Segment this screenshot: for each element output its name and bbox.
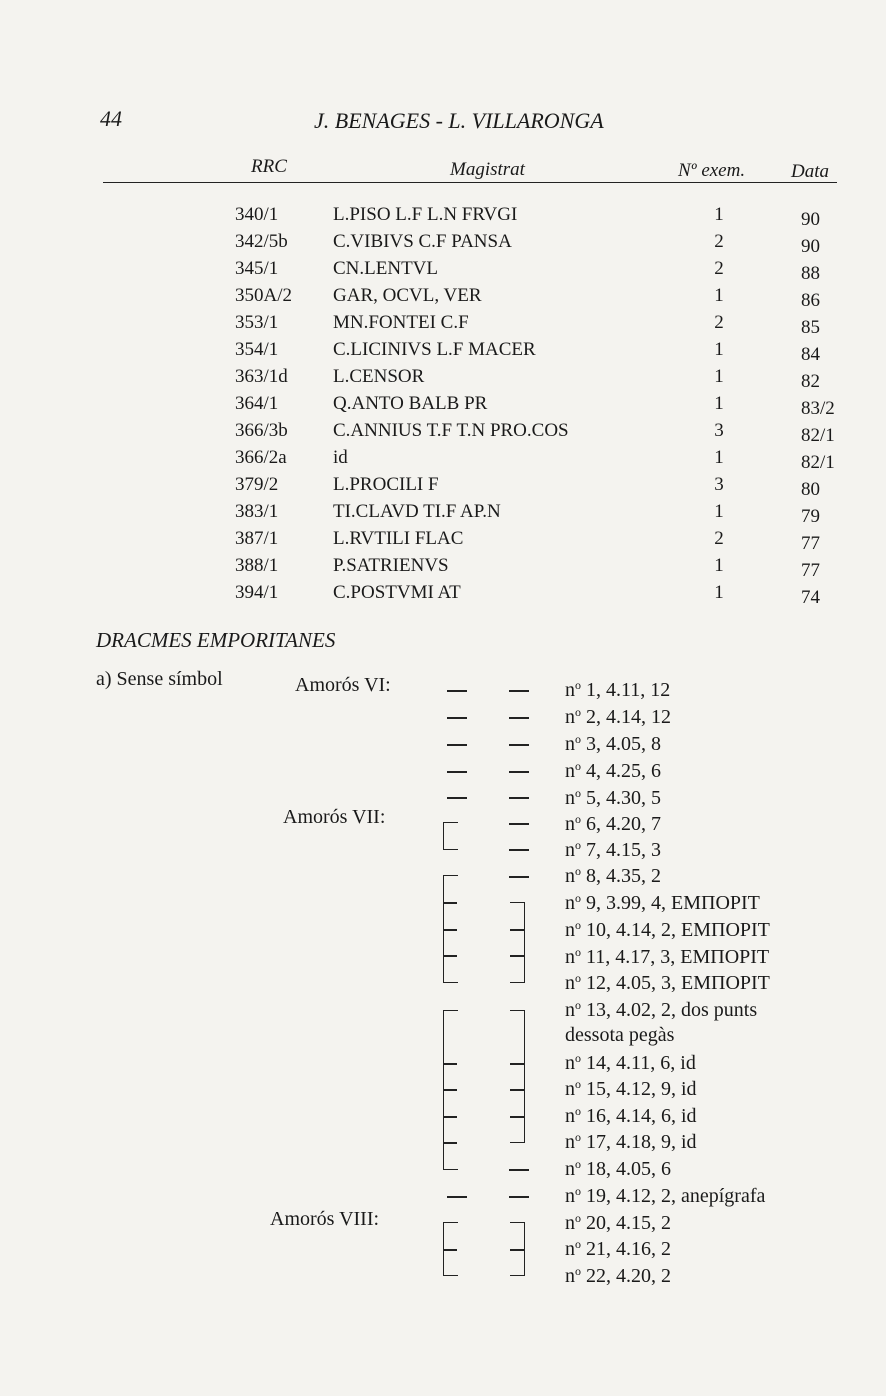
tick-mark bbox=[443, 1116, 457, 1118]
tick-mark bbox=[443, 929, 457, 931]
table-row bbox=[0, 258, 886, 285]
entry-text: 22, 4.20, 2 bbox=[581, 1265, 671, 1287]
entry-prefix: n bbox=[565, 1052, 575, 1074]
entry-text: 1, 4.11, 12 bbox=[581, 679, 671, 701]
entry-prefix: n bbox=[565, 839, 575, 861]
cell-data: 85 bbox=[801, 317, 820, 338]
entry-text: 13, 4.02, 2, dos punts bbox=[581, 999, 758, 1021]
table-row bbox=[0, 447, 886, 474]
entry-sup: o bbox=[575, 1264, 581, 1278]
cell-num: 3 bbox=[714, 474, 724, 495]
table-row bbox=[0, 501, 886, 528]
entry-sup: o bbox=[575, 1051, 581, 1065]
list-item bbox=[565, 759, 661, 785]
entry-prefix: n bbox=[565, 1185, 575, 1207]
list-item bbox=[565, 998, 757, 1024]
tick-mark bbox=[443, 902, 457, 904]
entry-prefix: n bbox=[565, 760, 575, 782]
group-label-amoros-vi: Amorós VI: bbox=[295, 674, 391, 696]
cell-rrc: 387/1 bbox=[235, 528, 279, 549]
list-item bbox=[565, 1184, 765, 1210]
entry-sup: o bbox=[575, 705, 581, 719]
entry-text: 11, 4.17, 3, ΕΜΠΟΡΙΤ bbox=[581, 946, 770, 968]
cell-magistrat: P.SATRIENVS bbox=[333, 555, 449, 576]
entry-text: 20, 4.15, 2 bbox=[581, 1212, 671, 1234]
cell-rrc: 353/1 bbox=[235, 312, 279, 333]
tick-mark bbox=[510, 955, 524, 957]
entry-text: 21, 4.16, 2 bbox=[581, 1238, 671, 1260]
list-item bbox=[565, 1051, 696, 1077]
entry-sup: o bbox=[575, 812, 581, 826]
bracket-mark bbox=[510, 902, 525, 983]
cell-num: 1 bbox=[714, 285, 724, 306]
entry-sup: o bbox=[575, 891, 581, 905]
entry-sup: o bbox=[575, 971, 581, 985]
cell-rrc: 366/3b bbox=[235, 420, 288, 441]
page-header-title: J. BENAGES - L. VILLARONGA bbox=[314, 108, 604, 133]
cell-magistrat: id bbox=[333, 447, 348, 468]
cell-rrc: 379/2 bbox=[235, 474, 279, 495]
cell-rrc: 364/1 bbox=[235, 393, 279, 414]
tick-mark bbox=[443, 955, 457, 957]
entry-prefix: n bbox=[565, 865, 575, 887]
entry-prefix: n bbox=[565, 1131, 575, 1153]
entry-sup: o bbox=[575, 918, 581, 932]
cell-data: 83/2 bbox=[801, 398, 835, 419]
cell-num: 1 bbox=[714, 204, 724, 225]
entry-sup: o bbox=[575, 732, 581, 746]
cell-data: 84 bbox=[801, 344, 820, 365]
tick-mark bbox=[510, 929, 524, 931]
cell-rrc: 350A/2 bbox=[235, 285, 292, 306]
cell-data: 77 bbox=[801, 533, 820, 554]
entry-sup: o bbox=[575, 1237, 581, 1251]
entry-sup: o bbox=[575, 678, 581, 692]
cell-rrc: 363/1d bbox=[235, 366, 288, 387]
cell-data: 77 bbox=[801, 560, 820, 581]
cell-rrc: 340/1 bbox=[235, 204, 279, 225]
cell-data: 74 bbox=[801, 587, 820, 608]
entry-sup: o bbox=[575, 759, 581, 773]
table-row bbox=[0, 393, 886, 420]
tick-mark bbox=[443, 1249, 457, 1251]
dash-mark bbox=[509, 1169, 529, 1171]
entry-sup: o bbox=[575, 1077, 581, 1091]
list-item bbox=[565, 945, 769, 971]
entry-sup: o bbox=[575, 1104, 581, 1118]
group-label-amoros-viii: Amorós VIII: bbox=[270, 1208, 380, 1230]
entry-sup: o bbox=[575, 838, 581, 852]
table-row bbox=[0, 528, 886, 555]
cell-data: 90 bbox=[801, 236, 820, 257]
list-item bbox=[565, 786, 661, 812]
table-row bbox=[0, 285, 886, 312]
entry-text: 15, 4.12, 9, id bbox=[581, 1078, 697, 1100]
entry-text: 12, 4.05, 3, ΕΜΠΟΡΙΤ bbox=[581, 972, 770, 994]
list-item bbox=[565, 732, 661, 758]
list-item bbox=[565, 864, 661, 890]
entry-text: 16, 4.14, 6, id bbox=[581, 1105, 697, 1127]
entry-sup: o bbox=[575, 1130, 581, 1144]
tick-mark bbox=[510, 1116, 524, 1118]
cell-data: 82 bbox=[801, 371, 820, 392]
entry-sup: o bbox=[575, 945, 581, 959]
entry-prefix: n bbox=[565, 1212, 575, 1234]
entry-prefix: n bbox=[565, 1078, 575, 1100]
list-item bbox=[565, 1264, 671, 1290]
entry-sup: o bbox=[575, 1211, 581, 1225]
column-header-data: Data bbox=[791, 161, 829, 182]
list-item bbox=[565, 812, 661, 838]
cell-magistrat: L.PISO L.F L.N FRVGI bbox=[333, 204, 518, 225]
entry-prefix: n bbox=[565, 892, 575, 914]
entry-sup: o bbox=[575, 864, 581, 878]
cell-data: 88 bbox=[801, 263, 820, 284]
group-label-amoros-vii: Amorós VII: bbox=[283, 806, 386, 828]
list-item bbox=[565, 678, 670, 704]
entry-prefix: n bbox=[565, 972, 575, 994]
entry-prefix: n bbox=[565, 1158, 575, 1180]
entry-sup: o bbox=[575, 1184, 581, 1198]
table-row bbox=[0, 555, 886, 582]
tick-mark bbox=[510, 1063, 524, 1065]
cell-num: 2 bbox=[714, 312, 724, 333]
entry-prefix: n bbox=[565, 999, 575, 1021]
list-item bbox=[565, 1077, 697, 1103]
dash-mark bbox=[447, 717, 467, 719]
cell-rrc: 342/5b bbox=[235, 231, 288, 252]
cell-magistrat: C.LICINIVS L.F MACER bbox=[333, 339, 536, 360]
entry-prefix: n bbox=[565, 946, 575, 968]
dash-mark bbox=[509, 717, 529, 719]
list-item-continuation: dessota pegàs bbox=[565, 1024, 675, 1046]
entry-text: 8, 4.35, 2 bbox=[581, 865, 661, 887]
list-item bbox=[565, 1130, 697, 1156]
cell-rrc: 394/1 bbox=[235, 582, 279, 603]
tick-mark bbox=[443, 1089, 457, 1091]
entry-text: 14, 4.11, 6, id bbox=[581, 1052, 696, 1074]
entry-prefix: n bbox=[565, 919, 575, 941]
list-item bbox=[565, 705, 671, 731]
entry-text: 3, 4.05, 8 bbox=[581, 733, 661, 755]
cell-data: 82/1 bbox=[801, 452, 835, 473]
entry-text: 18, 4.05, 6 bbox=[581, 1158, 671, 1180]
column-header-num-exem: Nº exem. bbox=[678, 160, 746, 181]
bracket-mark bbox=[443, 822, 458, 850]
cell-data: 80 bbox=[801, 479, 820, 500]
table-row bbox=[0, 420, 886, 447]
dash-mark bbox=[509, 771, 529, 773]
dash-mark bbox=[509, 690, 529, 692]
section-title: DRACMES EMPORITANES bbox=[96, 628, 336, 652]
entry-prefix: n bbox=[565, 813, 575, 835]
dash-mark bbox=[509, 876, 529, 878]
entry-prefix: n bbox=[565, 706, 575, 728]
entry-text: 4, 4.25, 6 bbox=[581, 760, 661, 782]
dash-mark bbox=[509, 797, 529, 799]
cell-num: 2 bbox=[714, 258, 724, 279]
list-item bbox=[565, 1104, 697, 1130]
table-row bbox=[0, 474, 886, 501]
tick-mark bbox=[510, 1249, 524, 1251]
bracket-mark bbox=[510, 1010, 525, 1143]
list-item bbox=[565, 918, 770, 944]
page-number: 44 bbox=[100, 106, 122, 131]
cell-num: 1 bbox=[714, 555, 724, 576]
cell-rrc: 345/1 bbox=[235, 258, 279, 279]
list-item bbox=[565, 971, 770, 997]
dash-mark bbox=[447, 797, 467, 799]
tick-mark bbox=[510, 1089, 524, 1091]
dash-mark bbox=[509, 823, 529, 825]
cell-num: 1 bbox=[714, 339, 724, 360]
table-row bbox=[0, 312, 886, 339]
cell-magistrat: TI.CLAVD TI.F AP.N bbox=[333, 501, 501, 522]
dash-mark bbox=[509, 1196, 529, 1198]
dash-mark bbox=[447, 1196, 467, 1198]
cell-num: 1 bbox=[714, 582, 724, 603]
entry-prefix: n bbox=[565, 733, 575, 755]
entry-sup: o bbox=[575, 998, 581, 1012]
cell-rrc: 383/1 bbox=[235, 501, 279, 522]
cell-data: 90 bbox=[801, 209, 820, 230]
entry-prefix: n bbox=[565, 787, 575, 809]
entry-text: 5, 4.30, 5 bbox=[581, 787, 661, 809]
cell-num: 2 bbox=[714, 528, 724, 549]
entry-prefix: n bbox=[565, 1238, 575, 1260]
entry-text: 17, 4.18, 9, id bbox=[581, 1131, 697, 1153]
cell-num: 1 bbox=[714, 393, 724, 414]
list-item bbox=[565, 1237, 671, 1263]
dash-mark bbox=[509, 744, 529, 746]
cell-rrc: 366/2a bbox=[235, 447, 287, 468]
dash-mark bbox=[447, 690, 467, 692]
cell-magistrat: L.PROCILI F bbox=[333, 474, 439, 495]
subsection-label: a) Sense símbol bbox=[96, 668, 223, 690]
entry-text: 7, 4.15, 3 bbox=[581, 839, 661, 861]
list-item bbox=[565, 1211, 671, 1237]
list-item bbox=[565, 1157, 671, 1183]
cell-num: 1 bbox=[714, 366, 724, 387]
cell-magistrat: C.VIBIVS C.F PANSA bbox=[333, 231, 512, 252]
cell-magistrat: C.ANNIUS T.F T.N PRO.COS bbox=[333, 420, 569, 441]
cell-rrc: 388/1 bbox=[235, 555, 279, 576]
table-row bbox=[0, 582, 886, 609]
entry-text: 10, 4.14, 2, ΕΜΠΟΡΙΤ bbox=[581, 919, 770, 941]
entry-text: 9, 3.99, 4, ΕΜΠΟΡΙΤ bbox=[581, 892, 760, 914]
cell-num: 1 bbox=[714, 501, 724, 522]
cell-magistrat: C.POSTVMI AT bbox=[333, 582, 461, 603]
column-header-rrc: RRC bbox=[251, 156, 287, 177]
entry-text: 6, 4.20, 7 bbox=[581, 813, 661, 835]
entry-text: 19, 4.12, 2, anepígrafa bbox=[581, 1185, 766, 1207]
cell-magistrat: CN.LENTVL bbox=[333, 258, 439, 279]
dash-mark bbox=[447, 771, 467, 773]
dash-mark bbox=[509, 849, 529, 851]
cell-magistrat: GAR, OCVL, VER bbox=[333, 285, 482, 306]
entry-text: 2, 4.14, 12 bbox=[581, 706, 671, 728]
entry-prefix: n bbox=[565, 1105, 575, 1127]
entry-sup: o bbox=[575, 786, 581, 800]
cell-magistrat: MN.FONTEI C.F bbox=[333, 312, 469, 333]
cell-rrc: 354/1 bbox=[235, 339, 279, 360]
cell-magistrat: Q.ANTO BALB PR bbox=[333, 393, 488, 414]
entry-prefix: n bbox=[565, 679, 575, 701]
cell-num: 3 bbox=[714, 420, 724, 441]
entry-sup: o bbox=[575, 1157, 581, 1171]
cell-data: 86 bbox=[801, 290, 820, 311]
table-row bbox=[0, 366, 886, 393]
list-item bbox=[565, 838, 661, 864]
cell-magistrat: L.RVTILI FLAC bbox=[333, 528, 464, 549]
table-row bbox=[0, 231, 886, 258]
cell-num: 2 bbox=[714, 231, 724, 252]
list-item bbox=[565, 891, 760, 917]
table-row bbox=[0, 339, 886, 366]
cell-data: 79 bbox=[801, 506, 820, 527]
cell-num: 1 bbox=[714, 447, 724, 468]
cell-magistrat: L.CENSOR bbox=[333, 366, 425, 387]
tick-mark bbox=[443, 1142, 457, 1144]
dash-mark bbox=[447, 744, 467, 746]
tick-mark bbox=[443, 1063, 457, 1065]
table-row bbox=[0, 204, 886, 231]
entry-prefix: n bbox=[565, 1265, 575, 1287]
cell-data: 82/1 bbox=[801, 425, 835, 446]
header-rule bbox=[103, 182, 837, 183]
column-header-magistrat: Magistrat bbox=[450, 159, 525, 180]
